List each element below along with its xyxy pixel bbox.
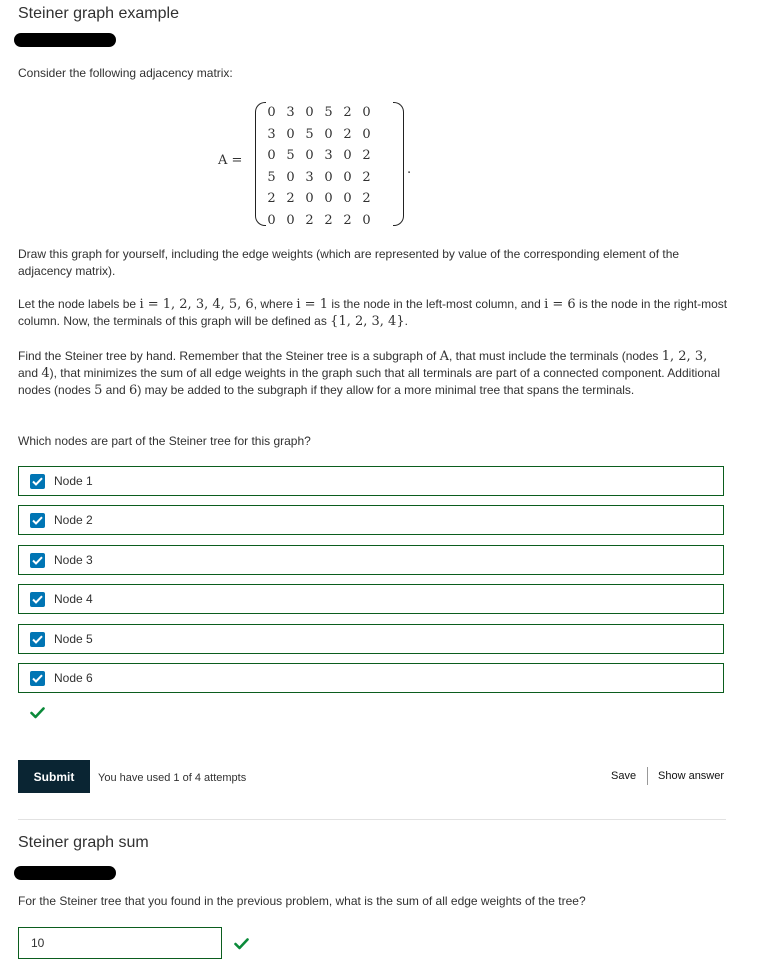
- checkbox-checked-icon[interactable]: [30, 632, 45, 647]
- matrix-cell: 0: [267, 148, 276, 163]
- choice-node-3[interactable]: [18, 545, 724, 575]
- matrix-cell: 0: [362, 126, 371, 142]
- matrix-label: A =: [218, 153, 243, 168]
- choice-label: Node 1: [54, 474, 93, 488]
- answer-input[interactable]: [18, 927, 222, 959]
- matrix-cell: 0: [362, 212, 371, 228]
- matrix-grid: [262, 102, 376, 231]
- instruction-paragraph-1: Draw this graph for yourself, including the edge weights (which are represented by value of the corresponding element of the adjacency matrix).: [18, 247, 680, 278]
- para2-text: , where: [253, 297, 297, 311]
- matrix-cell: 0: [362, 105, 371, 120]
- para3-text: Find the Steiner tree by hand. Remember that the Steiner tree is a subgraph of: [18, 349, 440, 363]
- matrix-cell: 2: [324, 212, 333, 228]
- matrix-cell: 5: [286, 148, 295, 163]
- show-answer-button[interactable]: Show answer: [658, 770, 725, 782]
- para2-text: is the node in the right-most column. Now, the terminals of this graph will be defined as: [18, 297, 728, 328]
- matrix-cell: 0: [286, 169, 295, 185]
- matrix-right-bracket: [393, 102, 404, 226]
- problem-divider: [18, 819, 726, 820]
- attempts-text: You have used 1 of 4 attempts: [98, 772, 247, 784]
- para3-math: 6: [129, 383, 138, 398]
- matrix-cell: 2: [267, 191, 276, 206]
- matrix-cell: 0: [343, 191, 352, 206]
- para3-text: , that must include the terminals (nodes: [448, 349, 662, 363]
- instruction-paragraph-3: [18, 348, 728, 399]
- matrix-cell: 0: [324, 191, 333, 206]
- action-divider: [647, 767, 648, 785]
- para2-text: Let the node labels be: [18, 297, 140, 311]
- para2-math: i = 6: [544, 297, 576, 312]
- choice-label: Node 6: [54, 671, 93, 685]
- question-text: Which nodes are part of the Steiner tree for this graph?: [18, 434, 311, 448]
- matrix-cell: 2: [286, 191, 295, 206]
- matrix-cell: 2: [362, 169, 371, 185]
- choice-label: Node 4: [54, 592, 93, 606]
- para3-math: 1, 2, 3,: [661, 349, 708, 364]
- matrix-cell: 2: [343, 212, 352, 228]
- choice-node-2[interactable]: [18, 505, 724, 535]
- para3-math: 4: [41, 366, 50, 381]
- instruction-paragraph-2: [18, 296, 728, 330]
- matrix-cell: 0: [343, 148, 352, 163]
- para2-math: i = 1, 2, 3, 4, 5, 6: [139, 297, 254, 312]
- matrix-cell: 5: [324, 105, 333, 120]
- checkbox-checked-icon[interactable]: [30, 474, 45, 489]
- checkbox-checked-icon[interactable]: [30, 513, 45, 528]
- correct-check-icon: [234, 937, 249, 955]
- matrix-cell: 3: [286, 105, 295, 120]
- matrix-period: .: [407, 162, 412, 177]
- para2-math: i = 1: [296, 297, 328, 312]
- matrix-cell: 0: [286, 126, 295, 142]
- para3-text: and: [102, 383, 130, 397]
- choice-node-6[interactable]: [18, 663, 724, 693]
- matrix-cell: 0: [305, 105, 314, 120]
- choice-label: Node 5: [54, 632, 93, 646]
- para2-text: is the node in the left-most column, and: [327, 297, 545, 311]
- matrix-cell: 2: [343, 105, 352, 120]
- matrix-cell: 0: [305, 191, 314, 206]
- para3-text: and: [18, 366, 42, 380]
- choice-node-5[interactable]: [18, 624, 724, 654]
- checkbox-checked-icon[interactable]: [30, 671, 45, 686]
- redacted-bar: [14, 866, 116, 880]
- matrix-cell: 0: [286, 212, 295, 228]
- para3-math: 5: [94, 383, 103, 398]
- checkbox-checked-icon[interactable]: [30, 553, 45, 568]
- choice-node-1[interactable]: [18, 466, 724, 496]
- intro-text: Consider the following adjacency matrix:: [18, 66, 233, 80]
- para3-math: A: [439, 349, 449, 364]
- para2-text: .: [404, 314, 408, 328]
- matrix-cell: 2: [343, 126, 352, 142]
- choice-node-4[interactable]: [18, 584, 724, 614]
- matrix-cell: 0: [267, 105, 276, 120]
- matrix-cell: 0: [324, 169, 333, 185]
- redacted-bar: [14, 33, 116, 47]
- matrix-cell: 2: [362, 191, 371, 206]
- matrix-cell: 2: [305, 212, 314, 228]
- matrix-cell: 0: [324, 126, 333, 142]
- problem-title-2: Steiner graph sum: [18, 834, 149, 851]
- save-button[interactable]: Save: [611, 770, 637, 782]
- matrix-cell: 0: [305, 148, 314, 163]
- para3-text: ) may be added to the subgraph if they allow for a more minimal tree that spans the terminals.: [137, 383, 635, 397]
- checkbox-checked-icon[interactable]: [30, 592, 45, 607]
- correct-check-icon: [30, 706, 45, 724]
- matrix-cell: 2: [362, 148, 371, 163]
- matrix-cell: 5: [267, 169, 276, 185]
- matrix-cell: 5: [305, 126, 314, 142]
- choice-label: Node 3: [54, 553, 93, 567]
- para3-text: ), that minimizes the sum of all edge weights in the graph such that all terminals are part of a connected component. Additional nodes (nodes: [18, 366, 721, 397]
- matrix-cell: 0: [343, 169, 352, 185]
- adjacency-matrix: [218, 100, 418, 228]
- matrix-cell: 3: [305, 169, 314, 185]
- submit-button[interactable]: Submit: [18, 760, 90, 793]
- question-text-2: For the Steiner tree that you found in the previous problem, what is the sum of all edge weights of the tree?: [18, 894, 586, 908]
- para2-math: {1, 2, 3, 4}: [330, 314, 405, 329]
- choice-label: Node 2: [54, 513, 93, 527]
- matrix-cell: 3: [267, 126, 276, 142]
- matrix-cell: 0: [267, 212, 276, 228]
- matrix-cell: 3: [324, 148, 333, 163]
- problem-title: Steiner graph example: [18, 5, 179, 22]
